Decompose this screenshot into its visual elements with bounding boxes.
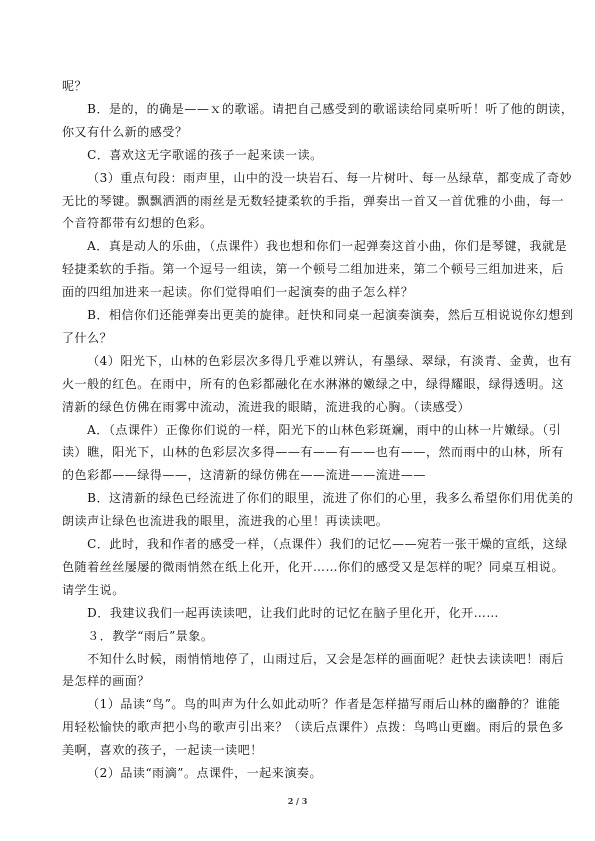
text-line: C．喜欢这无字歌谣的孩子一起来读一读。 — [87, 148, 323, 162]
text-line: C．此时，我和作者的感受一样，（点课件）我们的记忆——宛若一张干燥的宣纸，这绿 — [87, 537, 568, 551]
text-line: B．相信你们还能弹奏出更美的旋律。赶快和同桌一起演奏演奏，然后互相说说你幻想到 — [87, 308, 574, 322]
text-line: 火一般的红色。在雨中，所有的色彩都融化在水淋淋的嫩绿之中，绿得耀眼，绿得透明。这 — [62, 377, 565, 391]
text-line: 美啊，喜欢的孩子，一起读一读吧！ — [62, 743, 263, 757]
text-line: （1）品读“鸟”。鸟的叫声为什么如此动听？作者是怎样描写雨后山林的幽静的？谁能 — [87, 697, 561, 711]
text-line: ３．教学“雨后”景象。 — [87, 629, 214, 643]
text-line: 不知什么时候，雨悄悄地停了，山雨过后，又会是怎样的画面呢？赶快去读读吧！雨后 — [87, 652, 564, 666]
text-line: A．（点课件）正像你们说的一样，阳光下的山林色彩斑斓，雨中的山林一片嫩绿。（引 — [87, 423, 562, 437]
text-line: 读）瞧，阳光下，山林的色彩层次多得——有——有——也有——，然而雨中的山林，所有 — [62, 445, 565, 459]
text-line: （2）品读“雨滴”。点课件，一起来演奏。 — [87, 766, 322, 780]
text-line: 是怎样的画面？ — [62, 674, 150, 688]
text-line: 你又有什么新的感受？ — [62, 125, 188, 139]
text-line: 了什么？ — [62, 331, 113, 345]
text-line: 色随着丝丝屡屡的微雨悄然在纸上化开，化开……你们的感受又是怎样的呢？同桌互相说。 — [62, 560, 565, 574]
text-line: 的色彩都——绿得——，这清新的绿仿佛在——流进——流进—— — [62, 468, 426, 482]
text-line: 呢？ — [62, 79, 88, 93]
page-number: 2 / 3 — [287, 796, 308, 806]
text-line: D．我建议我们一起再读读吧，让我们此时的记忆在脑子里化开，化开…… — [87, 606, 499, 620]
text-line: 无比的琴键。飘飘洒洒的雨丝是无数轻捷柔软的手指，弹奏出一首又一首优雅的小曲，每一 — [62, 194, 565, 208]
text-line: 面的四组加进来一起读。你们觉得咱们一起演奏的曲子怎么样？ — [62, 285, 414, 299]
text-line: 请学生说。 — [62, 583, 125, 597]
text-line: 个音符都带有幻想的色彩。 — [62, 216, 213, 230]
text-line: （4）阳光下，山林的色彩层次多得几乎难以辨认，有墨绿、翠绿，有淡青、金黄，也有 — [87, 354, 573, 368]
text-line: 用轻松愉快的歌声把小鸟的歌声引出来？（读后点课件）点拨：鸟鸣山更幽。雨后的景色多 — [62, 720, 565, 734]
text-line: A．真是动人的乐曲，（点课件）我也想和你们一起弹奏这首小曲，你们是琴键，我就是 — [87, 239, 568, 253]
text-line: B．这清新的绿色已经流进了你们的眼里，流进了你们的心里，我多么希望你们用优美的 — [87, 491, 574, 505]
text-line: （3）重点句段：雨声里，山中的没一块岩石、每一片树叶、每一丛绿草，都变成了奇妙 — [87, 171, 573, 185]
text-line: 朗读声让绿色也流进我的眼里，流进我的心里！再读读吧。 — [62, 514, 389, 528]
text-line: B．是的，的确是——ｘ的歌谣。请把自己感受到的歌谣读给同桌听听！听了他的朗读， — [87, 102, 574, 116]
text-line: 轻捷柔软的手指。第一个逗号一组读，第一个顿号二组加进来，第二个顿号三组加进来，后 — [62, 262, 565, 276]
text-line: 清新的绿色仿佛在雨雾中流动，流进我的眼睛，流进我的心胸。（读感受） — [62, 400, 471, 414]
